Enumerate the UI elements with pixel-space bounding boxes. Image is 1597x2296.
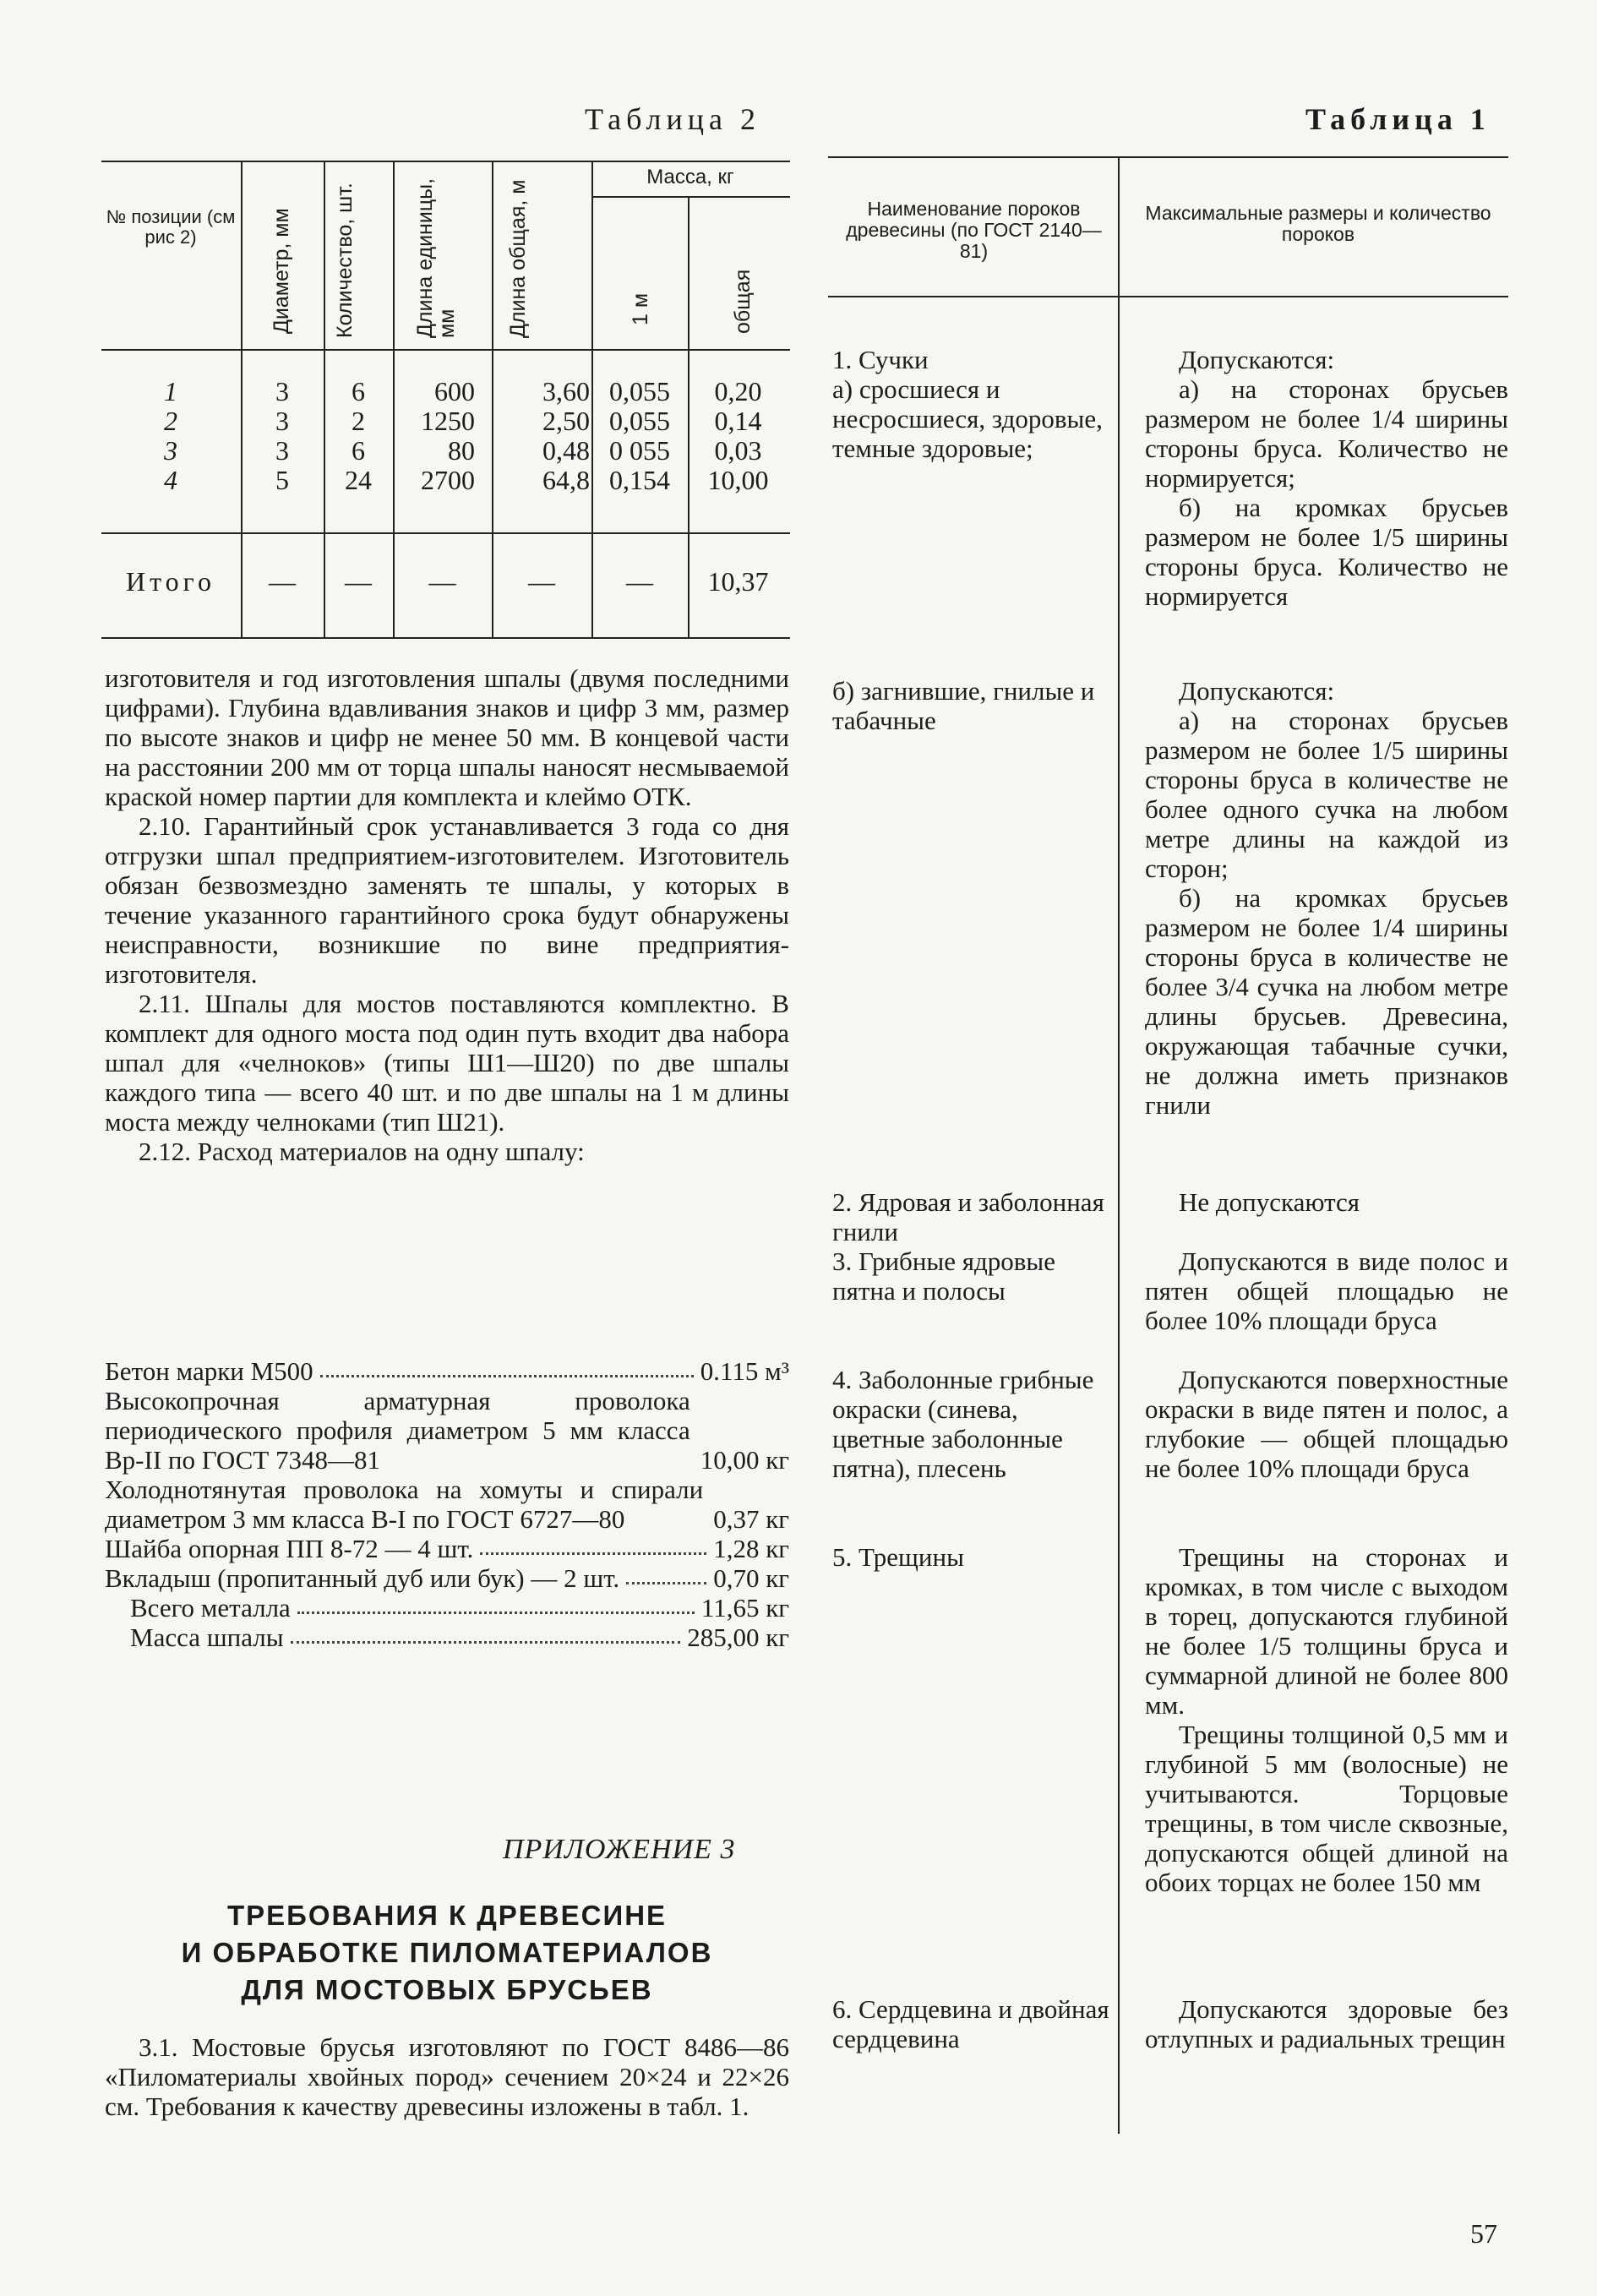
list-item: Бетон марки М500 0.115 м³ <box>105 1356 789 1386</box>
defect-name: 4. Заболонные грибные окраски (синева, цветные заболонные пятна), плесень <box>832 1365 1094 1483</box>
header-mass-total: общая <box>731 269 755 334</box>
paragraph: изготовителя и год изготовления шпалы (двумя последними цифрами). Глубина вдавливания знаков и цифр 3 мм, размер по высоте знаков и цифр не менее 50 мм. В концевой части на расстоянии 200 мм от торца шпалы наносят несмываемой краской номер партии для комплекта и клеймо ОТК. <box>105 663 789 811</box>
header-mass-1m: 1 м <box>629 292 652 325</box>
list-item: Холоднотянутая проволока на хомуты и спирали диаметром 3 мм класса В-I по ГОСТ 6727—80 0,37 кг <box>105 1475 789 1534</box>
list-item: Масса шпалы 285,00 кг <box>130 1622 789 1652</box>
header-total-length: Длина общая, м <box>506 179 530 338</box>
header-max-size: Максимальные размеры и количество пороков <box>1145 202 1491 245</box>
defect-limit: Допускаются здоровые без отлупных и радиальных трещин <box>1145 1994 1508 2053</box>
list-item: Высокопрочная арматурная проволока периодического профиля диаметром 5 мм класса Вр-II по ГОСТ 7348—81 10,00 кг <box>105 1386 789 1475</box>
defect-name: 1. Сучки а) сросшиеся и несросшиеся, здоровые, темные здоровые; <box>832 345 1103 463</box>
defect-name: 3. Грибные ядровые пятна и полосы <box>832 1246 1056 1306</box>
list-item: Всего металла 11,65 кг <box>130 1593 789 1622</box>
defect-limit: Не допускаются <box>1179 1187 1360 1217</box>
defect-name: 5. Трещины <box>832 1542 964 1572</box>
defect-limit: Допускаются: а) на сторонах брусьев размером не более 1/5 ширины стороны бруса в количестве не более одного сучка на любом метре длины на каждой из сторон; б) на кромках брусьев размером не более 1/4 ширины стороны бруса в количестве не более 3/4 сучка на любом метре длины брусьев. Древесина, окружающая табачные сучки, не должна иметь признаков гнили <box>1145 676 1508 1120</box>
list-item: Вкладыш (пропитанный дуб или бук) — 2 шт. 0,70 кг <box>105 1563 789 1593</box>
body-text <box>105 663 789 1166</box>
paragraph: 2.11. Шпалы для мостов поставляются комплектно. В комплект для одного моста под один путь входит два набора шпал для «челноков» (типы Ш1—Ш20) по две шпалы каждого типа — всего 40 шт. и по две шпалы на 1 м длины моста между челноками (тип Ш21). <box>105 989 789 1137</box>
appendix-paragraph: 3.1. Мостовые брусья изготовляют по ГОСТ 8486—86 «Пиломатериалы хвойных пород» сечением 20×24 и 22×26 см. Требования к качеству древесины изложены в табл. 1. <box>105 2032 789 2121</box>
header-position: № позиции (см рис 2) <box>106 206 236 248</box>
defect-limit: Допускаются в виде полос и пятен общей площадью не более 10% площади бруса <box>1145 1246 1508 1335</box>
appendix-label: ПРИЛОЖЕНИЕ 3 <box>503 1834 736 1865</box>
header-mass: Масса, кг <box>646 166 734 188</box>
header-diameter: Диаметр, мм <box>270 208 293 334</box>
header-count: Количество, шт. <box>333 183 357 338</box>
page-number: 57 <box>1470 2218 1497 2249</box>
appendix-title: ТРЕБОВАНИЯ К ДРЕВЕСИНЕ И ОБРАБОТКЕ ПИЛОМАТЕРИАЛОВ ДЛЯ МОСТОВЫХ БРУСЬЕВ <box>181 1900 713 2005</box>
defect-limit: Трещины на сторонах и кромках, в том числе с выходом в торец, допускаются глубиной не более 1/5 толщины бруса и суммарной длиной не более 800 мм. Трещины толщиной 0,5 мм и глубиной 5 мм (волосные) не учитываются. Торцовые трещины, в том числе сквозные, допускаются общей длиной на обоих торцах не более 150 мм <box>1145 1542 1508 1897</box>
defect-limit: Допускаются: а) на сторонах брусьев размером не более 1/4 ширины стороны бруса. Количество не нормируется; б) на кромках брусьев размером не более 1/5 ширины стороны бруса. Количество не нормируется <box>1145 345 1508 611</box>
defect-name: б) загнившие, гнилые и табачные <box>832 676 1095 735</box>
defect-name: 2. Ядровая и заболонная гнили <box>832 1187 1104 1246</box>
paragraph: 2.12. Расход материалов на одну шпалу: <box>139 1137 585 1166</box>
materials-list <box>105 1356 789 1652</box>
defect-limit: Допускаются поверхностные окраски в виде пятен и полос, а глубокие — общей площадью не более 10% площади бруса <box>1145 1365 1508 1483</box>
header-defect-name: Наименование пороков древесины (по ГОСТ 2140—81) <box>846 198 1102 262</box>
list-item: Шайба опорная ПП 8-72 — 4 шт. 1,28 кг <box>105 1534 789 1563</box>
paragraph: 2.10. Гарантийный срок устанавливается 3 года со дня отгрузки шпал предприятием-изготовителем. Изготовитель обязан безвозмездно заменять те шпалы, у которых в течение указанного гарантийного срока будут обнаружены неисправности, возникшие по вине предприятия-изготовителя. <box>105 811 789 989</box>
header-unit-length: Длина единицы, мм <box>413 177 459 338</box>
defect-name: 6. Сердцевина и двойная сердцевина <box>832 1994 1109 2053</box>
table1-caption: Таблица 1 <box>1305 102 1491 136</box>
table2-caption: Таблица 2 <box>585 102 760 136</box>
